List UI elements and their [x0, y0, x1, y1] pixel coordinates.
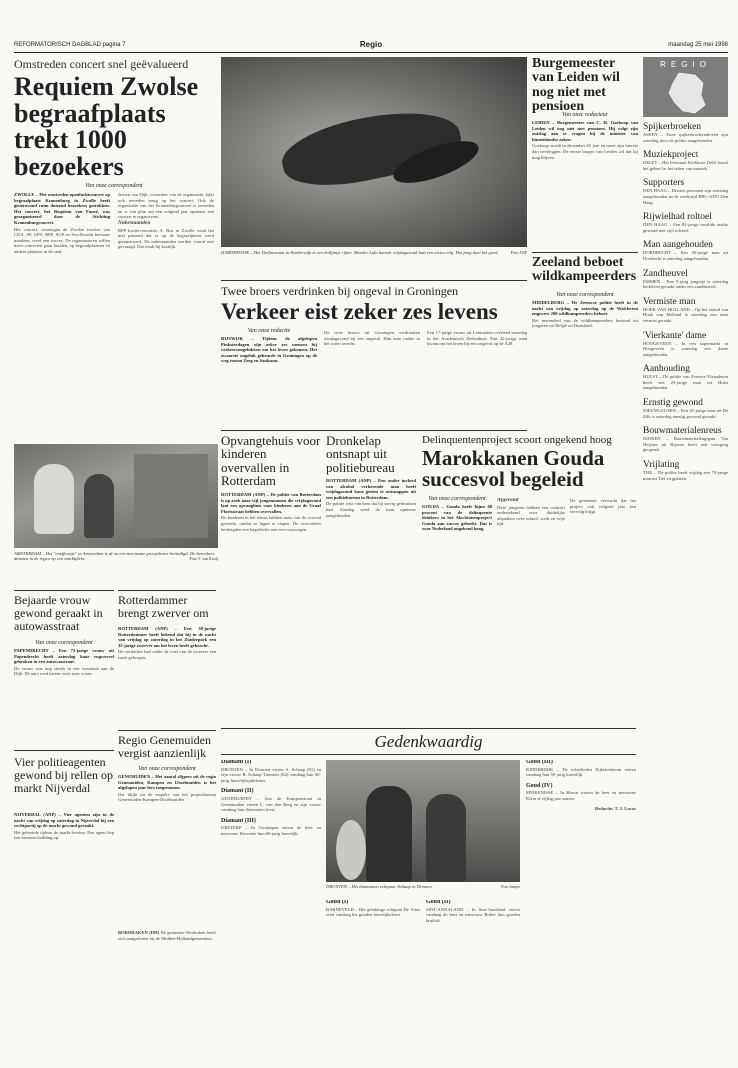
diamant2-head: Diamant (II) — [221, 788, 254, 795]
gouda-col2-text: Deze jongeren hebben een contract ondertekend voor duidelijke afspraken over school, werk en vrije tijd. — [497, 504, 565, 527]
dolphin-caption-text: HARDERWIJK – Het Dolfinarium in Harderwijk is een dolfijntje rijker. Moeder Lulu baarde vrijdagavond laat een nieuw telg. Het jong doet het goed. — [221, 250, 499, 255]
sidebar-item — [643, 150, 728, 171]
sidebar-item-text: HOEK VAN HOLLAND – Op het strand van Hoek van Holland is zaterdag een man vermist geraakt. — [643, 306, 728, 323]
sidebar-item-head: Vrijlating — [643, 460, 680, 471]
goud2-head: Goud (II) — [426, 900, 451, 905]
gouda-col3 — [570, 498, 636, 642]
diamant3-text: URETERP – In Groningen vieren de heer en mevrouw Hovenier hun 60-jarig huwelijk. — [221, 825, 321, 836]
divider — [221, 430, 527, 431]
goud3-head: Goud (III) — [526, 760, 553, 765]
sidebar-item — [643, 331, 728, 358]
vier-body — [14, 812, 114, 962]
lead-intro: ZWOLLE – Het omstreden openluchtconcert op begraafplaats Kranenburg in Zwolle heeft gisteravond ruim duizend bezoekers getrokken. Het concert, het Requiem van Fauré, was georganiseerd door de Stichting Kranenburgconcert. — [14, 192, 110, 225]
divider — [14, 590, 114, 591]
lead-byline: Van onze correspondent — [85, 183, 143, 189]
gedenk-col1 — [221, 760, 321, 970]
orphans-body — [221, 492, 321, 642]
divider — [118, 730, 216, 731]
groningen-intro: RIJSWIJK – Tijdens de afgelopen Pinksterdagen zijn zeker zes mensen bij verkeersongelukken om het leven gekomen. Het zwaarste ongeluk gebeurde in Groningen op de weg tussen Zeeg en Saaksum. — [221, 336, 317, 364]
amsterdam-caption — [14, 551, 218, 585]
gedenk-photo — [326, 760, 520, 882]
bejaarde-body — [14, 648, 114, 734]
sidebar-item-text: DELFT – Het Ietsvanal Kerkkoor Delft houdt het geheel in het teken van muziek. — [643, 160, 728, 171]
gedenk-col4 — [526, 760, 636, 976]
gedenk-redactie: Redactie: T. J. Lucas — [594, 805, 636, 811]
gouda-col1 — [422, 504, 492, 644]
lead-col1 — [14, 192, 110, 442]
amsterdam-credit: Foto V. van Kooij — [189, 556, 218, 562]
sidebar-item — [643, 269, 728, 290]
groningen-byline: Van onze redactie — [247, 328, 291, 334]
lead-headline: Requiem Zwolse begraafplaats trekt 1000 bezoekers — [14, 72, 199, 181]
bordr-text: De gemeente Bordraken heeft zich aangesloten bij de Midden-Hollandgemeenten. — [118, 930, 216, 941]
gedenk-credit: Foto Jumpe — [501, 884, 520, 889]
rotterdammer-headline: Rotterdammer brengt zwerver om — [118, 593, 209, 620]
bejaarde-text: De vrouw was nog steeds in een wasstraat aan de Dijk. De auto reed ineens weer naar voren. — [14, 665, 114, 677]
bejaarde-headline: Bejaarde vrouw gewond geraakt in autowasstraat — [14, 593, 103, 633]
zeeland-text: Het merendeel van de wildkampeerders bestond uit jongeren uit België en Duitsland. — [532, 317, 638, 329]
dolphin-photo — [221, 57, 527, 247]
groningen-headline: Verkeer eist zeker zes levens — [221, 299, 498, 324]
sidebar-item-text: TIEL – De politie heeft vrijdag een 70-jarige man uit Tiel vrijgelaten. — [643, 470, 728, 481]
zeeland-byline: Van onze correspondent — [556, 292, 614, 298]
sidebar-header: REGIO — [660, 60, 711, 69]
divider — [532, 252, 638, 253]
drunk-body — [326, 478, 416, 642]
sidebar-item-head: Ernstig gewond — [643, 398, 703, 409]
sidebar-item-head: Bouwmaterialenreus — [643, 426, 722, 437]
amsterdam-caption-text: AMSTERDAM – Het "eindfeestje" in Amsterdam is al na een moeizame groepsbeurt beëindigd. De bezoekers dansten in de regen op een marktplein. — [14, 551, 215, 562]
sidebar-item — [643, 122, 728, 143]
diamant2-text: GENEMUIDEN – Aan de Kampenstraat in Genemuiden vieren L. van den Berg en zijn vrouw vandaag hun diamanten feest. — [221, 795, 321, 813]
masthead-date: maandag 25 mei 1998 — [668, 42, 728, 48]
gedenk-col3 — [426, 900, 520, 980]
groningen-kicker: Twee broers verdrinken bij ongeval in Groningen — [221, 284, 459, 298]
bordr-heading: BORDRAKEN (DH) — [118, 930, 160, 935]
rotterdammer-text: De verdachte had onder de voet van de zwerver een ruzie gekregen. — [118, 649, 216, 660]
gouda-kicker: Delinquentenproject scoort ongekend hoog — [422, 434, 612, 446]
sidebar-item-head: Rijwielhad roltoel — [643, 212, 712, 223]
lead-col2-text: Jeroen van Dijk, voorzitter van de organisatie, kijkt ook tevreden terug op het concert. Ook de organisatie van het Kranenburgconcert is tevreden en is van plan om een volgend jaar opnieuw een concert te organiseren. — [118, 192, 214, 220]
gedenk-caption-text: DRONTEN – Het diamanten echtpaar Schaap in Dronten. — [326, 884, 434, 889]
divider — [14, 750, 114, 751]
mayor-byline: Van onze redacteur — [561, 112, 609, 118]
sidebar-item-head: Spijkerbroeken — [643, 122, 702, 132]
sidebar-item-head: Muziekproject — [643, 150, 699, 161]
genemuiden-text: Dat blijkt uit de enquête van het projectbureau Genemuiden-Kampen-IJsselmuiden. — [118, 791, 216, 803]
goud1-text: BARNEVELD – Het gelukkige echtpaar De Vries viert vandaag het gouden huwelijksfeest. — [326, 906, 420, 918]
mayor-intro: LEIDEN – Burgemeester van C. H. Goekoop van Leiden wil nog niet met pensioen. Hij volgt zijn ontslag aan te vragen bij de minister van binnenlandse zaken. — [532, 120, 638, 142]
dolphin-caption — [221, 250, 527, 276]
sidebar-item-text: HOOGEVEEN – In een supermarkt in Hoogeveen is zaterdag een dame aangehouden. — [643, 340, 728, 357]
mayor-headline: Burgemeester van Leiden wil nog niet met pensioen — [532, 56, 620, 114]
groningen-col2 — [324, 330, 420, 426]
netherlands-map-icon — [665, 71, 707, 115]
sidebar-item-text: DORDRECHT – Een 30-jarige man uit Dordrecht is zaterdag aangehouden. — [643, 250, 728, 261]
sidebar-item — [643, 398, 728, 419]
groningen-col1 — [221, 336, 317, 426]
sidebar-item-head: 'Vierkante' dame — [643, 330, 707, 341]
gouda-col2 — [497, 498, 565, 642]
zeeland-intro: MIDDELBURG – De Zeeuwse politie heeft in de nacht van vrijdag op zaterdag op de Walcheren ongeveer 200 wildkampeerders beboet. — [532, 300, 638, 317]
lead-col2b-text: RPF-fractievoorzitter A. Bos in Zwolle vond het niet passend dat er op de begraafplaats werd gemusiceerd. De nabestaanden werden vooraf niet gevraagd. Dat vindt hij kwalijk. — [118, 227, 214, 250]
gouda-byline: Van onze correspondent — [428, 496, 486, 502]
orphans-text: De kinderen in het tehuis hebben niets van de overval gemerkt, omdat ze lagen te slapen. De overvallers bedreigden een begeleider met een vuurwapen. — [221, 515, 321, 532]
gouda-subhead: Afgerond — [497, 498, 519, 503]
lead-subhead: Nabestaanden — [118, 219, 151, 226]
lead-col1-text: Het concert, waartegen de Zwolse fracties van CDA, SP, GPV, RPF, SGP en Swollwacht bezwaar maakten, werd een succes. De organisatoren willen meer concerten gaan houden, op begraafplaatsen en andere plaatsen in de stad. — [14, 226, 110, 254]
sidebar-item — [643, 297, 728, 324]
masthead-section: Regio — [359, 40, 383, 49]
gouda-intro: GOUDA – Gouda heeft bijna 40 procent van de delinquente drinkers in het Alochtonenproject Gouda aan succes geboekt. Dat is voor Nederland ongekend hoog. — [422, 504, 492, 532]
divider — [221, 280, 527, 281]
goud4-head: Goud (IV) — [526, 782, 553, 789]
sidebar-item-text: HULST – De politie van Zeeuws-Vlaanderen heeft een 23-jarige man uit Hulst aangehouden. — [643, 374, 728, 391]
groningen-col3 — [427, 330, 527, 426]
genemuiden-headline: Regio Genemuiden vergist aanzienlijk — [118, 733, 211, 760]
genemuiden-intro: GENEMUIDEN – Het aantal slijpers uit de regio Genemuiden, Kampen en IJsselmuiden is het afgelopen jaar fors toegenomen. — [118, 774, 216, 791]
mayor-body — [532, 120, 638, 250]
zeeland-body — [532, 300, 638, 428]
sidebar-item-head: Man aangehouden — [643, 240, 713, 251]
masthead-paper: REFORMATORISCH DAGBLAD pagina 7 — [14, 42, 126, 48]
gouda-col3-text: De gemeente verwacht dat het project ook volgend jaar een vervolg krijgt. — [570, 498, 636, 515]
drunk-intro: ROTTERDAM (ANP) – Een onder invloed van alcohol verkerende man heeft vrijdagavond kans gezien te ontsnappen uit een politiebureau in Rotterdam. — [326, 478, 416, 500]
orphans-headline: Opvangtehuis voor kinderen overvallen in Rotterdam — [221, 433, 321, 488]
rotterdammer-intro: ROTTERDAM (ANP) – Een 38-jarige Rotterdammer heeft bekend dat hij in de nacht van vrijdag op zaterdag in het Zuiderpark een 35-jarige zwerver om het leven heeft gebracht. — [118, 626, 216, 648]
sidebar-item — [643, 426, 728, 453]
sidebar-item-head: Vermiste man — [643, 296, 696, 307]
sidebar-item — [643, 178, 728, 205]
groningen-col2-text: De twee broers uit Groningen verdronken zondagavond bij een ongeval. Hun auto raakte in het water terecht. — [324, 330, 420, 347]
goud4-text: SPIJKENISSE – In Hoorn wonen de heer en mevrouw Klein al vijftig jaar samen. — [526, 790, 636, 801]
mayor-text: Goekoop wordt in december 65 jaar en moet zijn functie dan neerleggen. De eerste burger van Leiden wil dat hij mag blijven. — [532, 143, 638, 160]
dolphin-credit: Foto ANP — [510, 250, 527, 255]
divider — [221, 754, 636, 755]
sidebar-item — [643, 460, 728, 481]
sidebar-item-text: EMMEN – Een 5-jarig jongetje is zaterdag bedolven geraakt onder een zandheuvel. — [643, 278, 728, 290]
bejaarde-byline: Van onze correspondent — [35, 640, 93, 646]
sidebar-item-text: RIJSSEN – Bouwmaterialengigant Van Heijster uit Rijssen heeft een vestiging geopend. — [643, 436, 728, 453]
divider — [118, 590, 216, 591]
genemuiden-body — [118, 774, 216, 924]
sidebar-item-text: DEN HAAG – Dertien personen zijn zaterdag aangehouden na de wedstrijd RBC-ADO Den Haag. — [643, 188, 728, 205]
diamant3-head: Diamant (III) — [221, 817, 256, 824]
diamant1-head: Diamant (I) — [221, 760, 252, 765]
sidebar-item-text: DEN HAAG – Een 81-jarige invalide raakte gewond met zijn rolstoel. — [643, 222, 728, 233]
gedenk-col2 — [326, 900, 420, 980]
bejaarde-intro: PAPENDRECHT – Een 72-jarige vrouw uit Papendrecht heeft zaterdag haar rugwervel gebroken in een autowasstraat. — [14, 648, 114, 665]
groningen-col3-text: Een 17-jarige vrouw uit Leimuiden overleed zaterdag in het Academisch Ziekenhuis. Een 42-jarige man kwam om het leven bij een ongeval op de A28. — [427, 330, 527, 347]
bordr-body — [118, 930, 216, 980]
sidebar-item-text: ASSEN – Twee spijkerbroekendieven zijn zaterdag door de politie aangehouden. — [643, 132, 728, 143]
orphans-intro: ROTTERDAM (ANP) – De politie van Rotterdam is op zoek naar vijf jongemannen die vrijdagavond laat een opvanghuis voor kinderen aan de Graaf Florisstraat hebben overvallen. — [221, 492, 321, 514]
masthead — [14, 40, 728, 53]
goud3-text: KINDERDIJK – De echtelieden Eijkelenboom vieren vandaag hun 50-jarig huwelijk. — [526, 766, 636, 778]
sidebar-item-head: Aanhouding — [643, 364, 690, 375]
divider — [221, 728, 636, 729]
lead-col2 — [118, 192, 214, 442]
genemuiden-byline: Van onze correspondent — [138, 766, 196, 772]
vier-intro: NIJVERDAL (ANP) – Vier agenten zijn in de nacht van vrijdag op zaterdag in Nijverdal bij een vechtpartij op de markt gewond geraakt. — [14, 812, 114, 829]
goud2-text: SINT-ANNALAND – In Sint-Annaland vieren vandaag de heer en mevrouw Bolier hun gouden bruiloft. — [426, 906, 520, 923]
rotterdammer-body — [118, 626, 216, 722]
vier-text: Het gebeurde tijdens de markt-feesten. Een agent liep een hersenschudding op. — [14, 829, 114, 841]
vier-headline: Vier politieagenten gewond bij rellen op markt Nijverdal — [14, 755, 113, 795]
sidebar-news-list — [643, 122, 728, 982]
sidebar-item — [643, 240, 728, 261]
zeeland-headline: Zeeland beboet wildkampeerders — [532, 255, 637, 285]
sidebar-item-head: Zandheuvel — [643, 268, 688, 279]
sidebar-item — [643, 212, 728, 233]
sidebar-header-box — [643, 57, 728, 117]
gedenk-caption — [326, 884, 520, 896]
sidebar-item-head: Supporters — [643, 178, 685, 189]
amsterdam-photo — [14, 444, 218, 548]
goud1-head: Goud (I) — [326, 900, 349, 905]
diamant1-text: DRONTEN – In Dronten vieren A. Schaap (81) en zijn vrouw B. Schaap-Timmers (82) vandaag hun 60-jarig huwelijksjubileum. — [221, 766, 321, 783]
gouda-headline: Marokkanen Gouda succesvol begeleid — [422, 446, 605, 492]
gedenk-title: Gedenkwaardig — [374, 732, 483, 751]
lead-kicker: Omstreden concert snel geëvalueerd — [14, 57, 189, 71]
drunk-text: De politie wist van hem dat hij stevig gedronken had. Zondag werd de man opnieuw aangehouden. — [326, 501, 416, 518]
sidebar-item — [643, 364, 728, 391]
drunk-headline: Dronkelap ontsnapt uit politiebureau — [326, 433, 395, 475]
sidebar-item-text: NIEUWLEUSEN – Een 45-jarige man uit De Zilk is zaterdag ernstig gewond geraakt. — [643, 408, 728, 419]
